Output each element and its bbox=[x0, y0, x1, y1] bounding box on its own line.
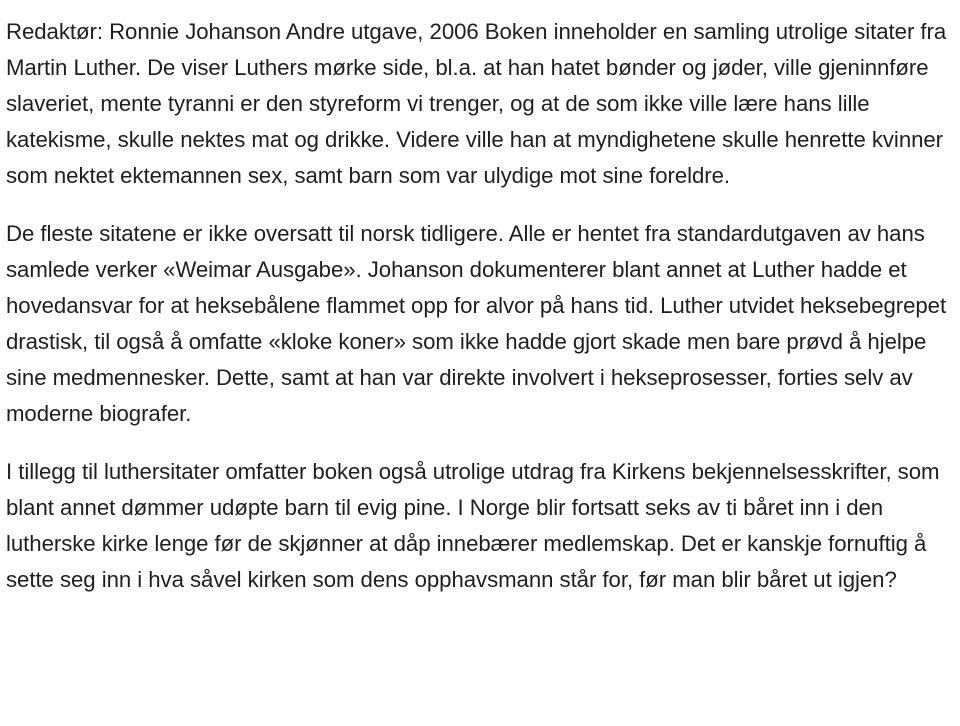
description-paragraph-3: I tillegg til luthersitater omfatter boken også utrolige utdrag fra Kirkens bekjennelsesskrifter, som blant annet dømmer udøpte barn til evig pine. I Norge blir fortsatt seks av ti båret inn i den lutherske kirke lenge før de skjønner at dåp innebærer medlemskap. Det er kanskje fornuftig å sette seg inn i hva såvel kirken som dens opphavsmann står for, før man blir båret ut igjen? bbox=[6, 459, 940, 592]
description-paragraph-1: Redaktør: Ronnie Johanson Andre utgave, 2006 Boken inneholder en samling utrolige sitater fra Martin Luther. De viser Luthers mørke side, bl.a. at han hatet bønder og jøder, ville gjeninnføre slaveriet, mente tyranni er den styreform vi trenger, og at de som ikke ville lære hans lille katekisme, skulle nektes mat og drikke. Videre ville han at myndighetene skulle henrette kvinner som nektet ektemannen sex, samt barn som var ulydige mot sine foreldre. bbox=[6, 19, 947, 188]
description-paragraph-2: De fleste sitatene er ikke oversatt til norsk tidligere. Alle er hentet fra standardutgaven av hans samlede verker «Weimar Ausgabe». Johanson dokumenterer blant annet at Luther hadde et hovedansvar for at heksebålene flammet opp for alvor på hans tid. Luther utvidet heksebegrepet drastisk, til også å omfatte «kloke koner» som ikke hadde gjort skade men bare prøvd å hjelpe sine medmennesker. Dette, samt at han var direkte involvert i hekseprosesser, forties selv av moderne biografer. bbox=[6, 221, 947, 426]
